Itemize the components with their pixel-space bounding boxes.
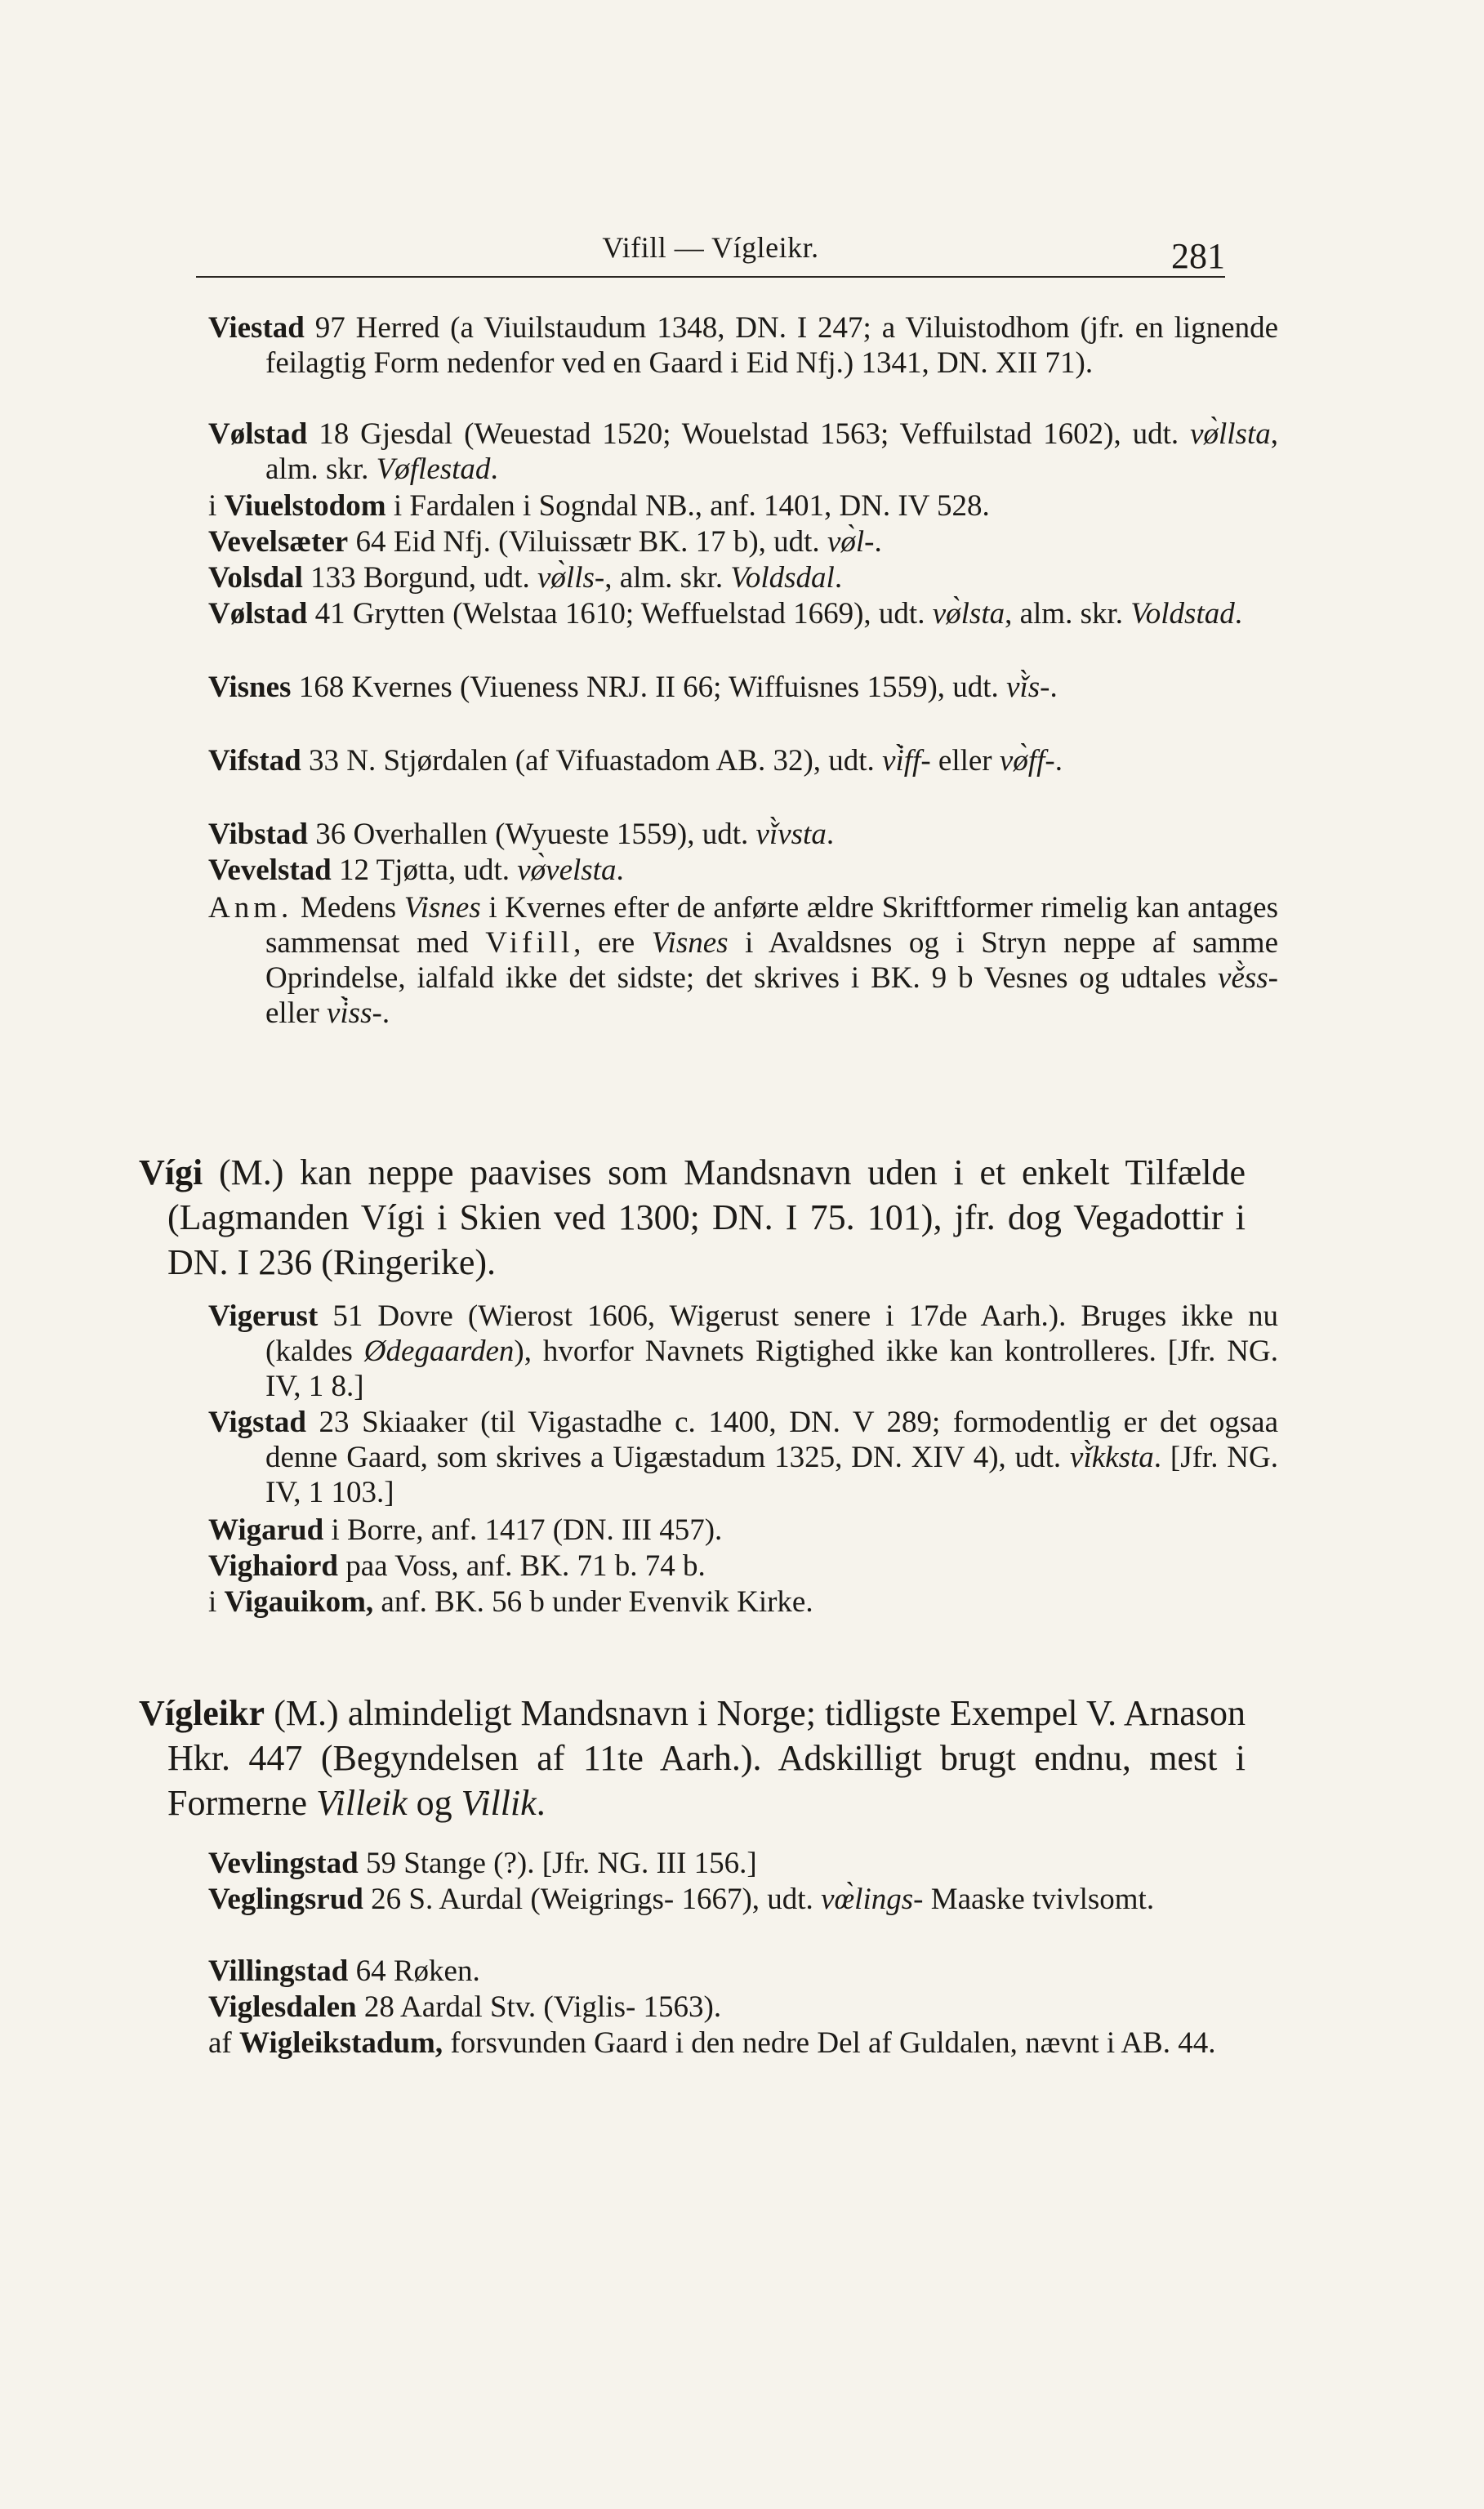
entry-name: Vigerust bbox=[208, 1299, 319, 1333]
entry-text: 28 Aardal Stv. (Viglis- 1563). bbox=[356, 1990, 722, 2024]
headword-form: Villik bbox=[461, 1783, 537, 1823]
entry-pronunciation: vø̀lls- bbox=[537, 561, 605, 595]
entry-name: Vighaiord bbox=[208, 1549, 338, 1583]
entry-name: Vevelsæter bbox=[208, 525, 349, 559]
entry-vigerust bbox=[208, 1299, 1278, 1404]
headword-text: og bbox=[407, 1783, 461, 1823]
entry-text: 51 Dovre (Wierost 1606, Wigerust senere i 17de Aarh.). Bruges ikke nu (kaldes bbox=[265, 1299, 1278, 1368]
entry-name: Visnes bbox=[208, 671, 292, 704]
entry-name: Vevlingstad bbox=[208, 1847, 359, 1880]
entry-wigleikstadum bbox=[208, 2025, 1278, 2061]
entry-text: . bbox=[616, 853, 624, 887]
entry-pronunciation: vø̀lsta bbox=[932, 597, 1005, 631]
entry-text: 26 S. Aurdal (Weigrings- 1667), udt. bbox=[363, 1883, 822, 1916]
entry-wigarud bbox=[208, 1513, 1278, 1548]
entry-pronunciation: vœ̀lings- bbox=[821, 1883, 924, 1916]
annotation-text: eller bbox=[265, 996, 327, 1030]
entry-text: 64 Røken. bbox=[348, 1954, 480, 1988]
entry-visnes bbox=[208, 670, 1278, 705]
entry-prefix: i bbox=[208, 489, 225, 523]
entry-name: Villingstad bbox=[208, 1954, 349, 1988]
entry-text: , alm. skr. bbox=[1005, 597, 1131, 631]
entry-viuelstodom bbox=[208, 488, 1278, 524]
entry-name: Vevelstad bbox=[208, 853, 332, 887]
annotation-name: Vifill bbox=[485, 926, 574, 960]
entry-text: , alm. skr. bbox=[265, 417, 1278, 486]
headword-text: . bbox=[536, 1783, 546, 1823]
entry-text: 18 Gjesdal (Weuestad 1520; Wouelstad 1563; Veffuilstad 1602), udt. bbox=[307, 417, 1191, 451]
entry-text: 97 Herred (a Viuilstaudum 1348, DN. I 247; a Viluistodhom (jfr. en lignende feilagtig Form nedenfor ved en Gaard i Eid Nfj.) 1341, DN. XII 71). bbox=[265, 311, 1278, 380]
entry-viglesdalen bbox=[208, 1990, 1278, 2025]
entry-text: 59 Stange (?). [Jfr. NG. III 156.] bbox=[358, 1847, 757, 1880]
entry-spelling: Voldstad bbox=[1130, 597, 1235, 631]
annotation-text: . bbox=[381, 996, 390, 1030]
entry-spelling: Voldsdal bbox=[730, 561, 835, 595]
entry-vighaiord bbox=[208, 1549, 1278, 1584]
entry-text: 12 Tjøtta, udt. bbox=[331, 853, 518, 887]
entry-viestad bbox=[208, 310, 1278, 381]
entry-volsdal bbox=[208, 560, 1278, 595]
entry-pronunciation-alt: vø̀ff- bbox=[999, 744, 1055, 778]
entry-text: . bbox=[826, 818, 835, 851]
entry-text: anf. BK. 56 b under Evenvik Kirke. bbox=[373, 1585, 813, 1619]
running-head bbox=[196, 230, 1225, 278]
entry-text: 33 N. Stjørdalen (af Vifuastadom AB. 32), udt. bbox=[301, 744, 883, 778]
entry-text: i Fardalen i Sogndal NB., anf. 1401, DN. IV 528. bbox=[385, 489, 990, 523]
entry-name: Volsdal bbox=[208, 561, 303, 595]
entry-alt-name: Ødegaarden bbox=[363, 1335, 515, 1368]
running-title: Vifill — Vígleikr. bbox=[602, 231, 819, 264]
entry-name: Viestad bbox=[208, 311, 305, 345]
entry-name: Vølstad bbox=[208, 417, 308, 451]
entry-name: Vibstad bbox=[208, 818, 309, 851]
entry-text: . bbox=[1234, 597, 1242, 631]
entry-pronunciation: vø̀llsta bbox=[1190, 417, 1271, 451]
entry-name: Viuelstodom bbox=[224, 489, 386, 523]
annotation-text: i Avaldsnes og i Stryn neppe af samme Oprindelse, ialfald ikke det sidste; det skrives i BK. 9 b Vesnes og udtales bbox=[265, 926, 1278, 995]
annotation-text: i Kvernes efter de anførte ældre Skriftformer rimelig kan antages sammensat med bbox=[265, 891, 1278, 960]
entry-text: paa Voss, anf. BK. 71 b. 74 b. bbox=[337, 1549, 706, 1583]
entry-volstad-grytten bbox=[208, 596, 1278, 631]
annotation-place: Visnes bbox=[651, 926, 729, 960]
headword-vigi bbox=[139, 1150, 1246, 1285]
entry-text: 23 Skiaaker (til Vigastadhe c. 1400, DN. V 289; formodentlig er det ogsaa denne Gaard, som skrives a Uigæstadum 1325, DN. XIV 4), udt. bbox=[265, 1406, 1278, 1474]
entry-text: i Borre, anf. 1417 (DN. III 457). bbox=[323, 1513, 723, 1547]
entry-name: Vifstad bbox=[208, 744, 301, 778]
entry-text: , alm. skr. bbox=[604, 561, 731, 595]
entry-villingstad bbox=[208, 1954, 1278, 1989]
entry-text: . [Jfr. NG. IV, 1 103.] bbox=[265, 1441, 1278, 1509]
headword: Vígleikr bbox=[139, 1693, 265, 1733]
entry-vevlingstad bbox=[208, 1846, 1278, 1881]
entry-vevelstad bbox=[208, 853, 1278, 888]
entry-name: Vigauikom, bbox=[224, 1585, 374, 1619]
entry-text: 168 Kvernes (Viueness NRJ. II 66; Wiffuisnes 1559), udt. bbox=[291, 671, 1007, 704]
entry-text: . bbox=[1049, 671, 1058, 704]
entry-name: Wigarud bbox=[208, 1513, 324, 1547]
entry-text: Maaske tvivlsomt. bbox=[923, 1883, 1155, 1916]
entry-pronunciation: vǐ̀kksta bbox=[1070, 1441, 1154, 1474]
entry-text: 133 Borgund, udt. bbox=[302, 561, 537, 595]
entry-text: 36 Overhallen (Wyueste 1559), udt. bbox=[308, 818, 756, 851]
headword-text: (M.) almindeligt Mandsnavn i Norge; tidligste Exempel V. Arnason Hkr. 447 (Begyndelsen af 11te Aarh.). Adskilligt brugt endnu, mest i Formerne bbox=[167, 1693, 1246, 1823]
headword-form: Villeik bbox=[316, 1783, 408, 1823]
entry-volstad-gjesdal bbox=[208, 417, 1278, 487]
entry-prefix: i bbox=[208, 1585, 225, 1619]
annotation-note bbox=[208, 890, 1278, 1031]
entry-pronunciation: vø̀velsta bbox=[517, 853, 617, 887]
annotation-place: Visnes bbox=[403, 891, 481, 925]
headword: Vígi bbox=[139, 1152, 203, 1192]
entry-pronunciation: vǐ̀vsta bbox=[755, 818, 827, 851]
entry-veglingsrud bbox=[208, 1882, 1278, 1917]
annotation-text: Medens bbox=[292, 891, 404, 925]
entry-text: eller bbox=[930, 744, 1000, 778]
entry-spelling: Vøflestad bbox=[376, 452, 491, 486]
entry-name: Vigstad bbox=[208, 1406, 306, 1439]
entry-prefix: af bbox=[208, 2026, 239, 2060]
entry-text: ), hvorfor Navnets Rigtighed ikke kan kontrolleres. [Jfr. NG. IV, 1 8.] bbox=[265, 1335, 1278, 1403]
entry-pronunciation: vø̀l- bbox=[827, 525, 875, 559]
entry-pronunciation: vi̇̀ff- bbox=[882, 744, 931, 778]
headword-vigleikr bbox=[139, 1691, 1246, 1825]
page-number: 281 bbox=[1171, 236, 1225, 276]
entry-text: forsvunden Gaard i den nedre Del af Guldalen, nævnt i AB. 44. bbox=[443, 2026, 1216, 2060]
entry-pronunciation: vǐ̀s- bbox=[1006, 671, 1050, 704]
entry-name: Wigleikstadum, bbox=[239, 2026, 443, 2060]
entry-text: 41 Grytten (Welstaa 1610; Weffuelstad 1669), udt. bbox=[307, 597, 933, 631]
entry-text: . bbox=[1054, 744, 1063, 778]
entry-vifstad bbox=[208, 743, 1278, 778]
entry-vigauikom bbox=[208, 1584, 1278, 1620]
entry-vibstad bbox=[208, 817, 1278, 852]
entry-name: Veglingsrud bbox=[208, 1883, 363, 1916]
entry-vigstad bbox=[208, 1405, 1278, 1510]
annotation-text: , ere bbox=[573, 926, 652, 960]
annotation-pronunciation: vi̇̀ss- bbox=[326, 996, 382, 1030]
headword-text: (M.) kan neppe paavises som Mandsnavn uden i et enkelt Tilfælde (Lagmanden Vígi i Skien ved 1300; DN. I 75. 101), jfr. dog Vegadottir i DN. I 236 (Ringerike). bbox=[167, 1152, 1246, 1282]
entry-text: . bbox=[834, 561, 843, 595]
annotation-label: Anm. bbox=[208, 891, 293, 925]
entry-text: . bbox=[490, 452, 498, 486]
annotation-pronunciation: vě̀ss- bbox=[1218, 961, 1278, 995]
entry-vevelsaeter bbox=[208, 524, 1278, 559]
entry-text: 64 Eid Nfj. (Viluissætr BK. 17 b), udt. bbox=[348, 525, 827, 559]
entry-name: Viglesdalen bbox=[208, 1990, 357, 2024]
entry-text: . bbox=[874, 525, 882, 559]
entry-name: Vølstad bbox=[208, 597, 308, 631]
